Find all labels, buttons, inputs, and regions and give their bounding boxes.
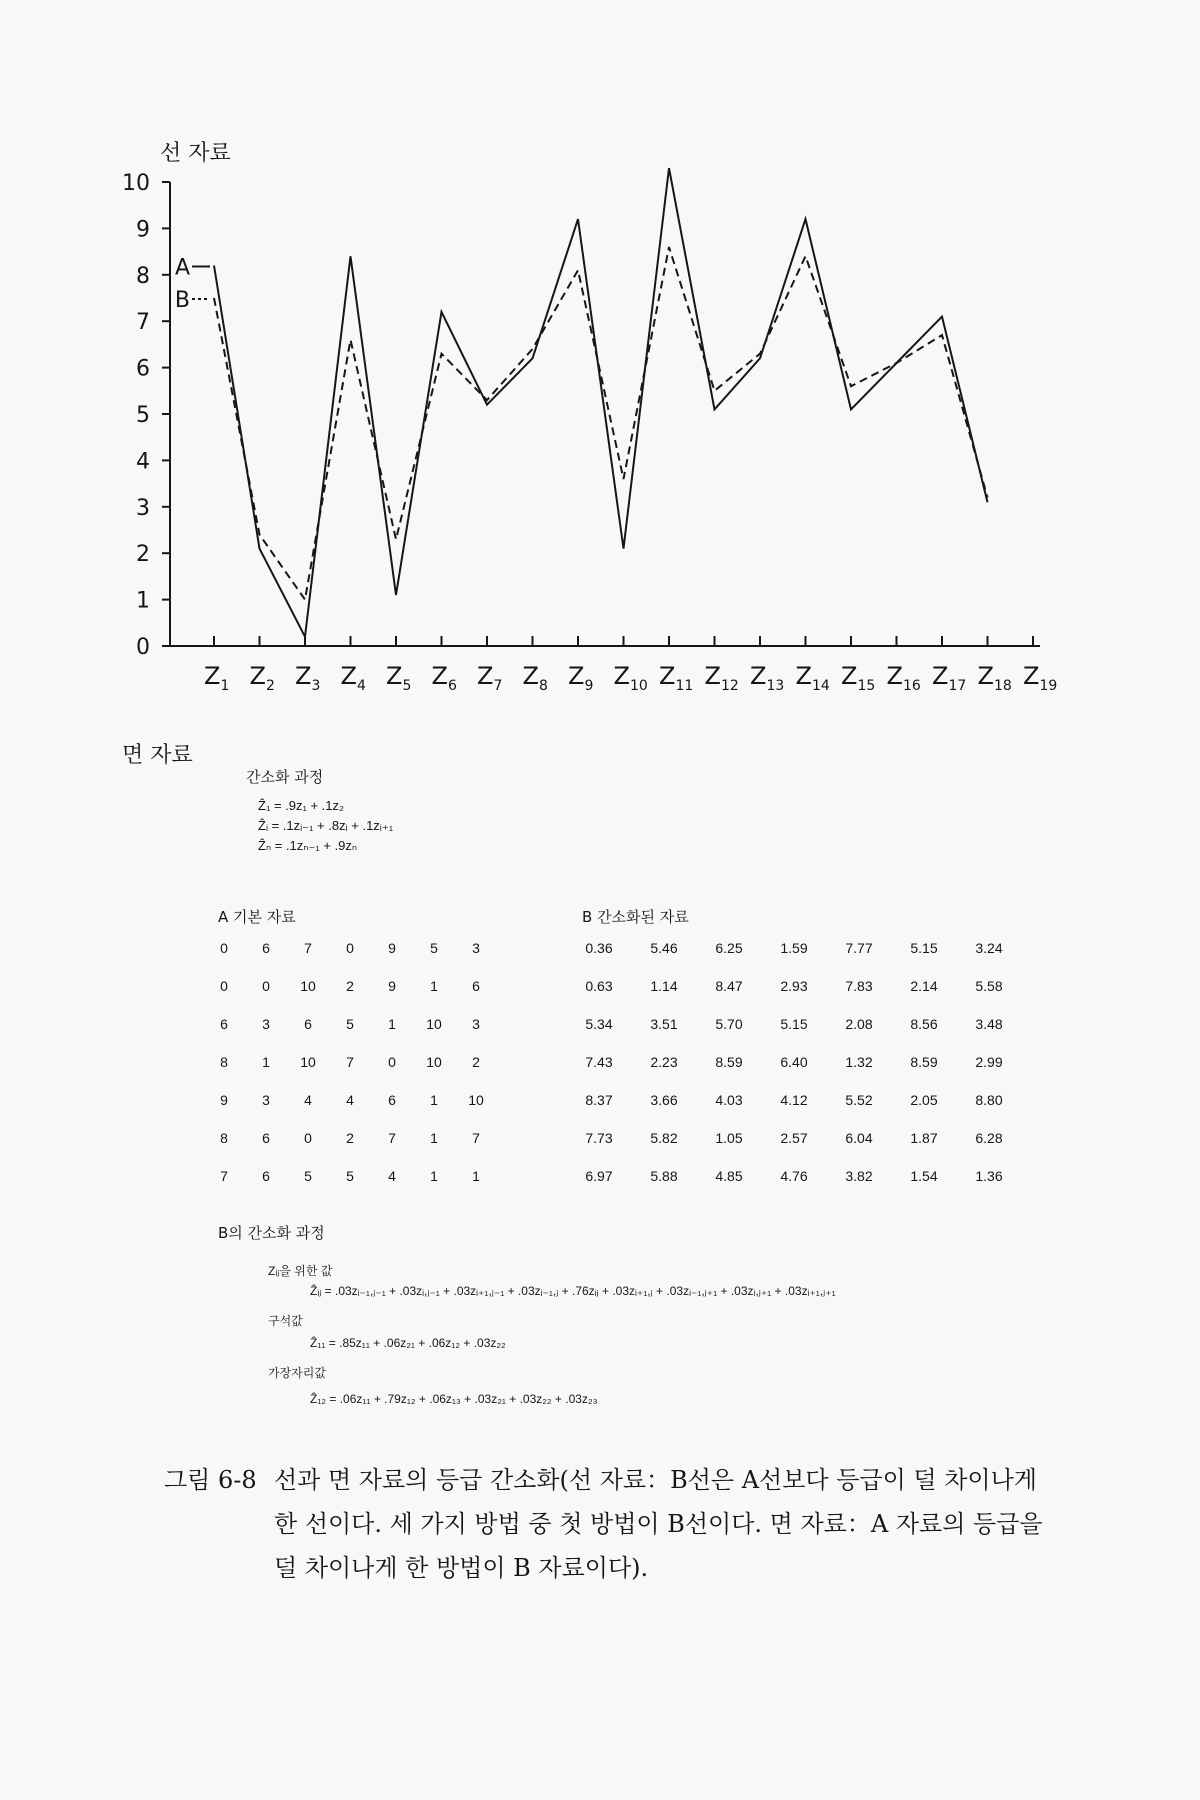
- figure-caption: [164, 1458, 1064, 1608]
- y-ticks: [122, 171, 170, 660]
- table-cell: 3: [262, 1092, 270, 1108]
- table-cell: 6.25: [715, 940, 743, 956]
- table-cell: 1.14: [650, 978, 678, 994]
- table-cell: 5: [430, 940, 438, 956]
- table-cell: 9: [388, 978, 396, 994]
- table-cell: 6: [220, 1016, 228, 1032]
- table-cell: 3: [472, 940, 480, 956]
- y-tick-label: 2: [136, 542, 150, 568]
- table-cell: 8.59: [910, 1054, 938, 1070]
- table-cell: 1.36: [975, 1168, 1003, 1184]
- table-cell: 7.43: [585, 1054, 613, 1070]
- x-tick-label: $Z_{15}$: [841, 662, 876, 694]
- zij-formula: Ẑᵢⱼ = .03zᵢ₋₁,ⱼ₋₁ + .03zᵢ,ⱼ₋₁ + .03zᵢ₊₁,ⱼ₋₁ + .03zᵢ₋₁,ⱼ + .76zᵢⱼ + .03zᵢ₊₁,ⱼ + .03zᵢ₋₁,ⱼ₊₁ + .03zᵢ,ⱼ₊₁ + .03zᵢ₊₁,ⱼ₊₁: [310, 1284, 836, 1298]
- table-cell: 3.82: [845, 1168, 873, 1184]
- table-cell: 2.23: [650, 1054, 678, 1070]
- y-tick-label: 10: [122, 171, 150, 196]
- x-tick-label: $Z_{10}$: [613, 662, 648, 694]
- table-cell: 7: [388, 1130, 396, 1146]
- table-cell: 1: [472, 1168, 480, 1184]
- x-tick-label: $Z_1$: [204, 662, 230, 694]
- table-cell: 0.36: [585, 940, 613, 956]
- table-cell: 3.24: [975, 940, 1003, 956]
- table-cell: 8.59: [715, 1054, 743, 1070]
- table-cell: 1: [430, 1130, 438, 1146]
- series-b-label: B: [174, 288, 190, 313]
- table-cell: 6.28: [975, 1130, 1003, 1146]
- chart-title: 선 자료: [160, 141, 231, 166]
- table-cell: 4: [346, 1092, 354, 1108]
- table-cell: 3.48: [975, 1016, 1003, 1032]
- table-cell: 5: [304, 1168, 312, 1184]
- table-cell: 2.57: [780, 1130, 808, 1146]
- table-cell: 1: [430, 1168, 438, 1184]
- table-cell: 5.82: [650, 1130, 678, 1146]
- table-cell: 1: [388, 1016, 396, 1032]
- table-cell: 8: [220, 1054, 228, 1070]
- table-cell: 9: [220, 1092, 228, 1108]
- table-cell: 4: [304, 1092, 312, 1108]
- table-cell: 8.47: [715, 978, 743, 994]
- y-tick-label: 8: [136, 263, 150, 289]
- table-b-title: B 간소화된 자료: [582, 908, 689, 926]
- table-cell: 6: [262, 1130, 270, 1146]
- x-tick-label: $Z_{12}$: [704, 662, 739, 694]
- y-tick-label: 3: [136, 495, 150, 521]
- table-cell: 5.15: [780, 1016, 808, 1032]
- table-cell: 6.97: [585, 1168, 613, 1184]
- table-a: [196, 940, 496, 1200]
- y-tick-label: 4: [136, 449, 150, 475]
- legend-labels: [175, 256, 210, 313]
- area-section-title: 면 자료: [122, 743, 193, 768]
- caption-text: 선과 면 자료의 등급 간소화(선 자료：B선은 A선보다 등급이 덜 차이나게 한 선이다. 세 가지 방법 중 첫 방법이 B선이다. 면 자료：A 자료의 등급을 덜 차이나게 한 방법이 B 자료이다).: [274, 1466, 1043, 1582]
- table-cell: 2.99: [975, 1054, 1003, 1070]
- y-tick-label: 9: [136, 217, 150, 243]
- table-cell: 6: [304, 1016, 312, 1032]
- table-cell: 6.04: [845, 1130, 873, 1146]
- table-cell: 5.15: [910, 940, 938, 956]
- figure-number: 그림 6-8: [164, 1466, 257, 1494]
- x-tick-label: $Z_2$: [249, 662, 275, 694]
- table-cell: 10: [426, 1016, 442, 1032]
- table-cell: 3.66: [650, 1092, 678, 1108]
- formula-first: Ẑ₁ = .9z₁ + .1z₂: [258, 798, 345, 813]
- table-cell: 1.05: [715, 1130, 743, 1146]
- table-cell: 2.14: [910, 978, 938, 994]
- table-cell: 5.88: [650, 1168, 678, 1184]
- table-cell: 7.73: [585, 1130, 613, 1146]
- table-cell: 4: [388, 1168, 396, 1184]
- x-tick-label: $Z_{19}$: [1023, 662, 1058, 694]
- table-cell: 6.40: [780, 1054, 808, 1070]
- table-cell: 8: [220, 1130, 228, 1146]
- x-tick-label: $Z_{13}$: [750, 662, 785, 694]
- table-cell: 1.59: [780, 940, 808, 956]
- table-cell: 6: [262, 1168, 270, 1184]
- series-a-line: [214, 168, 988, 637]
- table-cell: 10: [426, 1054, 442, 1070]
- table-cell: 0: [388, 1054, 396, 1070]
- table-cell: 5.70: [715, 1016, 743, 1032]
- table-cell: 7.83: [845, 978, 873, 994]
- table-cell: 2: [346, 978, 354, 994]
- table-cell: 6: [472, 978, 480, 994]
- table-cell: 7: [346, 1054, 354, 1070]
- y-tick-label: 7: [136, 310, 150, 336]
- table-cell: 8.56: [910, 1016, 938, 1032]
- table-cell: 0: [220, 940, 228, 956]
- y-tick-label: 6: [136, 356, 150, 382]
- table-cell: 10: [300, 978, 316, 994]
- table-cell: 5.46: [650, 940, 678, 956]
- table-cell: 4.76: [780, 1168, 808, 1184]
- table-cell: 1: [262, 1054, 270, 1070]
- table-cell: 3: [262, 1016, 270, 1032]
- edge-label: 가장자리값: [268, 1366, 326, 1380]
- corner-label: 구석값: [268, 1314, 303, 1328]
- table-cell: 9: [388, 940, 396, 956]
- series-a-label: A: [174, 255, 190, 281]
- table-cell: 3.51: [650, 1016, 678, 1032]
- x-tick-label: $Z_9$: [568, 662, 594, 694]
- x-tick-label: $Z_{11}$: [659, 662, 694, 694]
- x-tick-label: $Z_{18}$: [977, 662, 1012, 694]
- table-cell: 2.05: [910, 1092, 938, 1108]
- table-cell: 2: [346, 1130, 354, 1146]
- table-cell: 1.87: [910, 1130, 938, 1146]
- formula-middle: Ẑᵢ = .1zᵢ₋₁ + .8zᵢ + .1zᵢ₊₁: [258, 818, 394, 833]
- table-cell: 7.77: [845, 940, 873, 956]
- table-cell: 2.93: [780, 978, 808, 994]
- process-label: 간소화 과정: [246, 768, 324, 786]
- series-layer: [214, 168, 988, 637]
- table-cell: 0: [262, 978, 270, 994]
- table-cell: 4.03: [715, 1092, 743, 1108]
- x-tick-label: $Z_6$: [431, 662, 457, 694]
- table-cell: 1: [430, 1092, 438, 1108]
- edge-formula: Ẑ₁₂ = .06z₁₁ + .79z₁₂ + .06z₁₃ + .03z₂₁ + .03z₂₂ + .03z₂₃: [310, 1392, 598, 1406]
- table-cell: 4.12: [780, 1092, 808, 1108]
- table-cell: 6: [388, 1092, 396, 1108]
- x-tick-label: $Z_5$: [386, 662, 412, 694]
- x-tick-label: $Z_{16}$: [886, 662, 921, 694]
- table-cell: 0: [346, 940, 354, 956]
- table-cell: 0.63: [585, 978, 613, 994]
- zij-label: Zᵢⱼ을 위한 값: [268, 1264, 333, 1278]
- x-tick-label: $Z_3$: [295, 662, 321, 694]
- table-cell: 1.32: [845, 1054, 873, 1070]
- table-cell: 8.37: [585, 1092, 613, 1108]
- table-cell: 7: [220, 1168, 228, 1184]
- table-cell: 0: [220, 978, 228, 994]
- table-cell: 6: [262, 940, 270, 956]
- table-cell: 0: [304, 1130, 312, 1146]
- x-tick-label: $Z_8$: [522, 662, 548, 694]
- y-tick-label: 5: [136, 403, 150, 428]
- table-cell: 10: [468, 1092, 484, 1108]
- table-cell: 8.80: [975, 1092, 1003, 1108]
- b-process-title: B의 간소화 과정: [218, 1224, 325, 1242]
- corner-formula: Ẑ₁₁ = .85z₁₁ + .06z₂₁ + .06z₁₂ + .03z₂₂: [310, 1336, 506, 1350]
- table-cell: 1.54: [910, 1168, 938, 1184]
- table-cell: 3: [472, 1016, 480, 1032]
- formula-last: Ẑₙ = .1zₙ₋₁ + .9zₙ: [258, 838, 358, 853]
- y-tick-label: 0: [136, 635, 150, 660]
- table-cell: 4.85: [715, 1168, 743, 1184]
- table-cell: 10: [300, 1054, 316, 1070]
- table-cell: 2: [472, 1054, 480, 1070]
- table-cell: 5: [346, 1016, 354, 1032]
- table-cell: 7: [472, 1130, 480, 1146]
- table-cell: 5.52: [845, 1092, 873, 1108]
- table-cell: 5: [346, 1168, 354, 1184]
- table-cell: 1: [430, 978, 438, 994]
- y-tick-label: 1: [136, 588, 150, 614]
- x-ticks: [204, 636, 1057, 694]
- table-cell: 5.34: [585, 1016, 613, 1032]
- line-chart: [0, 0, 1200, 720]
- table-b: [566, 940, 1036, 1200]
- x-tick-label: $Z_{14}$: [795, 662, 830, 694]
- table-cell: 2.08: [845, 1016, 873, 1032]
- x-tick-label: $Z_{17}$: [932, 662, 967, 694]
- x-tick-label: $Z_4$: [340, 662, 366, 694]
- x-tick-label: $Z_7$: [477, 662, 503, 694]
- table-cell: 7: [304, 940, 312, 956]
- table-a-title: A 기본 자료: [218, 908, 296, 926]
- table-cell: 5.58: [975, 978, 1003, 994]
